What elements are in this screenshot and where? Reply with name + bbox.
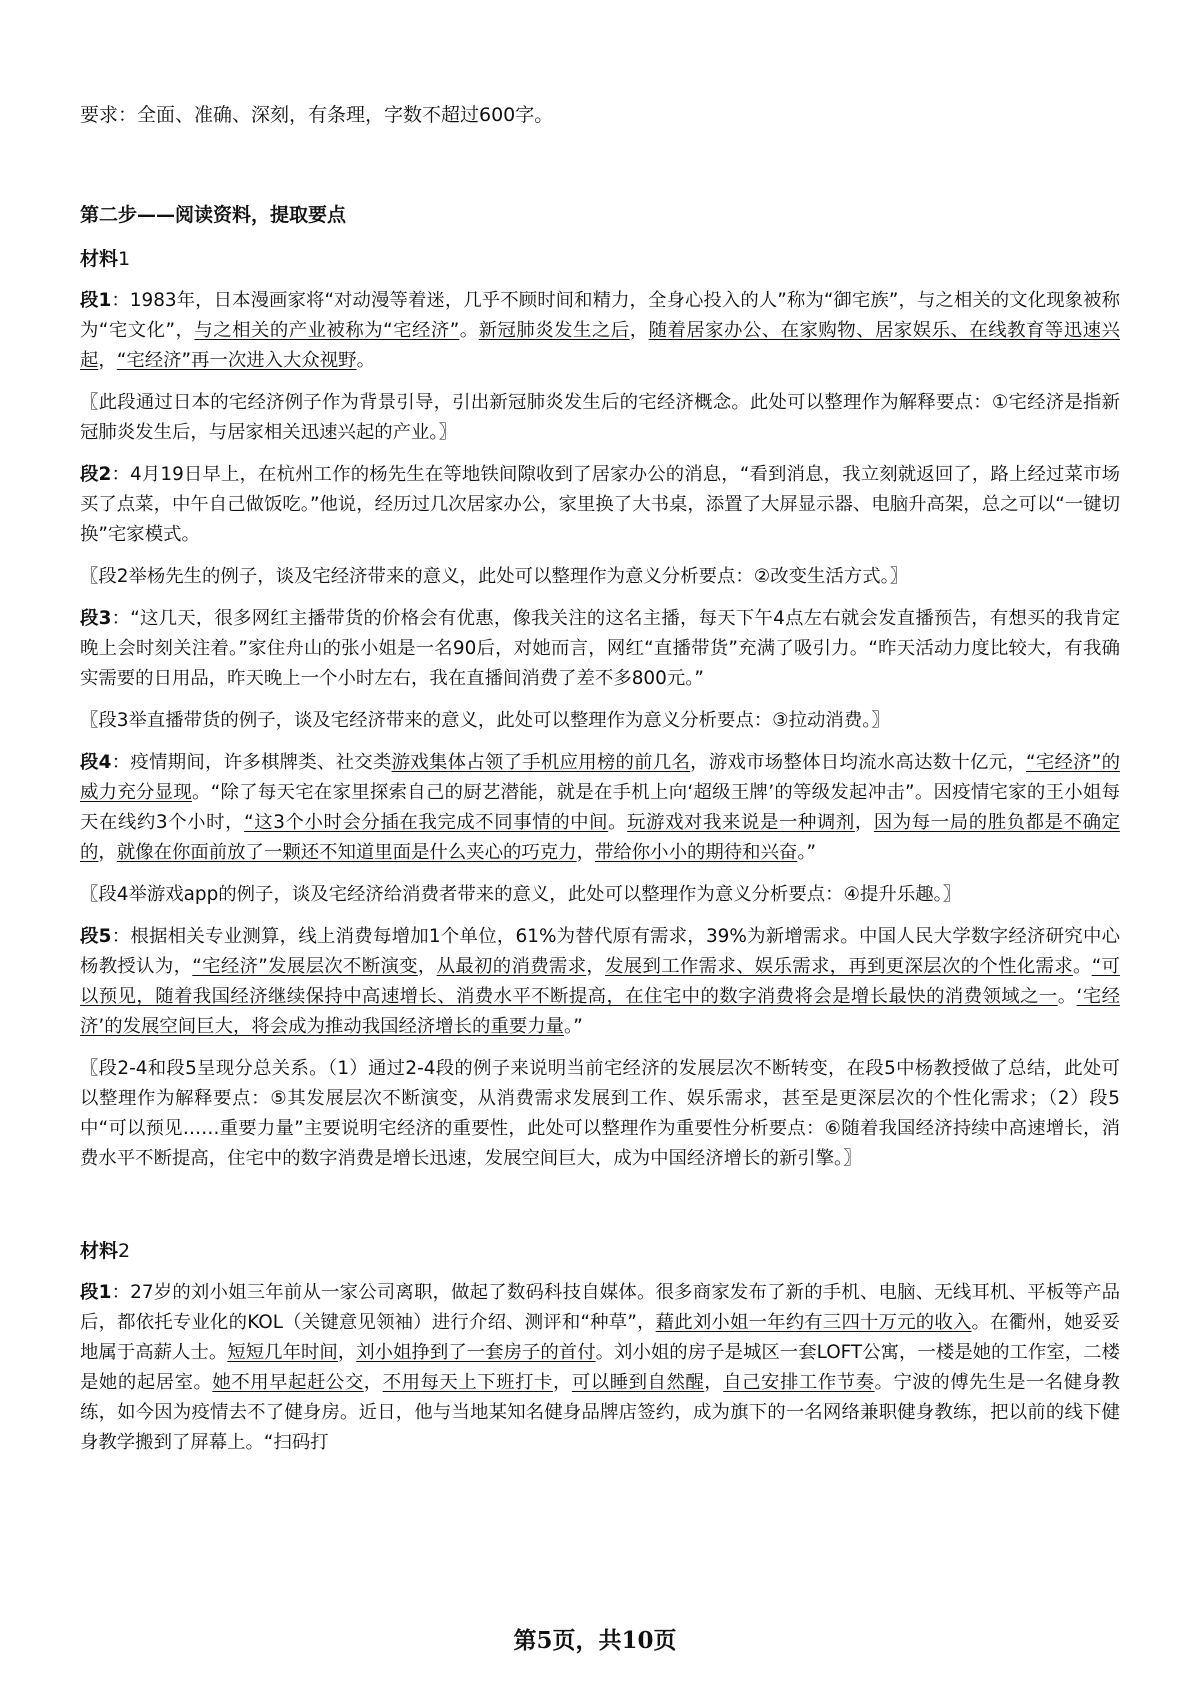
material1-paragraph-1 xyxy=(80,286,1120,376)
underlined-text: 带给你小小的期待和兴奋 xyxy=(595,842,798,863)
section-spacer xyxy=(80,1174,1120,1222)
material1-paragraph-4 xyxy=(80,748,1120,868)
underlined-text: 游戏集体占领了手机应用榜的前几名 xyxy=(391,752,691,773)
para-text: ：“这几天，很多网红主播带货的价格会有优惠，像我关注的这名主播，每天下午4点左右就会发直播预告，有想买的我肯定晚上会时刻关注着。”家住舟山的张小姐是一名90后，对她而言，网红“直播带货”充满了吸引力。“昨天活动力度比较大，有我确实需要的日用品，昨天晚上一个小时左右，我在直播间消费了差不多800元。” xyxy=(80,608,1120,689)
para-text: ， xyxy=(552,1372,572,1393)
material1-note-5: 〖段2-4和段5呈现分总关系。（1）通过2-4段的例子来说明当前宅经济的发展层次不断转变，在段5中杨教授做了总结，此处可以整理作为解释要点：⑤其发展层次不断演变，从消费需求发展到工作、娱乐需求，甚至是更深层次的个性化需求；（2）段5中“可以预见……重要力量”主要说明宅经济的重要性，此处可以整理作为重要性分析要点：⑥随着我国经济持续中高速增长，消费水平不断提高，住宅中的数字消费是增长迅速，发展空间巨大，成为中国经济增长的新引擎。〗 xyxy=(80,1058,1120,1169)
underlined-text: 就像在你面前放了一颗还不知道里面是什么夹心的巧克力 xyxy=(116,842,577,863)
underlined-text: 从最初的消费需求 xyxy=(436,956,587,977)
page-number-footer: 第5页，共10页 xyxy=(513,1627,677,1654)
underlined-text: ‘宅经济’的发展空间巨大，将会成为推动我国经济增长的重要力量 xyxy=(80,986,1120,1037)
material1-label-num: 1 xyxy=(118,248,131,270)
para-text: ， xyxy=(704,1372,724,1393)
para-text: ， xyxy=(629,320,649,341)
material2-label-text: 材料 xyxy=(80,1240,119,1262)
para-text: 。” xyxy=(797,842,817,863)
underlined-text: 不用每天上下班打卡 xyxy=(382,1372,553,1393)
material2-paragraph-1 xyxy=(80,1278,1120,1458)
para-text: ， xyxy=(363,1372,383,1393)
para-text: 。宁波的傅先生是一名健身教练，如今因为疫情去不了健身房。近日，他与当地某知名健身品牌店签约，成为旗下的一名网络兼职健身教练，把以前的线下健身教学搬到了屏幕上。“扫码打 xyxy=(80,1372,1120,1453)
underlined-text: 发展到工作需求、娱乐需求，再到更深层次的个性化需求 xyxy=(605,956,1073,977)
underlined-text: 短短几年时间 xyxy=(227,1342,338,1363)
material1-label xyxy=(80,244,1120,274)
material1-note-3: 〖段3举直播带货的例子，谈及宅经济带来的意义，此处可以整理作为意义分析要点：③拉动消费。〗 xyxy=(80,710,890,731)
para-text: ：27岁的刘小姐三年前从一家公司离职，做起了数码科技自媒体。很多商家发布了新的手机、电脑、无线耳机、平板等产品后，都依托专业化的KOL（关键意见领袖）进行介绍、测评和“种草”， xyxy=(80,1282,1121,1333)
material1-paragraph-3 xyxy=(80,604,1120,694)
material1-label-text: 材料 xyxy=(80,248,119,270)
underlined-text: 玩游戏对我来说是一种调剂 xyxy=(627,812,855,833)
para-text: ， xyxy=(417,956,437,977)
underlined-text: 与之相关的产业被称为“宅经济” xyxy=(194,320,460,341)
underlined-text: “宅经济”的威力充分显现 xyxy=(80,752,1120,803)
para-text: ， xyxy=(98,350,117,371)
material1-note-1: 〖此段通过日本的宅经济例子作为背景引导，引出新冠肺炎发生后的宅经济概念。此处可以整理作为解释要点：①宅经济是指新冠肺炎发生后，与居家相关迅速兴起的产业。〗 xyxy=(80,392,1120,443)
material1-paragraph-5 xyxy=(80,922,1120,1042)
para-text: ， xyxy=(854,812,874,833)
para-text: 。在衢州，她妥妥地属于高薪人士。 xyxy=(80,1312,1120,1363)
para-text: ：疫情期间，许多棋牌类、社交类 xyxy=(111,752,392,773)
underlined-text: “宅经济”再一次进入大众视野 xyxy=(116,350,357,371)
para-tag: 段1 xyxy=(80,1282,112,1303)
underlined-text: “这3个小时会分插在我完成不同事情的中间 xyxy=(244,812,609,833)
underlined-text: 藉此刘小姐一年约有三四十万元的收入 xyxy=(655,1312,972,1333)
para-tag: 段1 xyxy=(80,290,112,311)
material1-note-4: 〖段4举游戏app的例子，谈及宅经济给消费者带来的意义，此处可以整理作为意义分析要点：④提升乐趣。〗 xyxy=(80,884,962,905)
para-text: ：1983年，日本漫画家将“对动漫等着迷，几乎不顾时间和精力，全身心投入的人”称为“御宅族”，与之相关的文化现象被称为“宅文化”， xyxy=(80,290,1120,341)
step2-heading: 第二步——阅读资料，提取要点 xyxy=(80,204,347,226)
para-text: ， xyxy=(586,956,606,977)
material2-label xyxy=(80,1236,1120,1266)
underlined-text: 自己安排工作节奏 xyxy=(723,1372,875,1393)
para-text: ， xyxy=(337,1342,357,1363)
underlined-text: “宅经济”发展层次不断演变 xyxy=(192,956,418,977)
material1-note-2: 〖段2举杨先生的例子，谈及宅经济带来的意义，此处可以整理作为意义分析要点：②改变生活方式。〗 xyxy=(80,566,909,587)
para-text: 。” xyxy=(564,1016,583,1037)
para-tag: 段2 xyxy=(80,464,112,485)
para-text: 。 xyxy=(1072,956,1092,977)
underlined-text: 新冠肺炎发生之后 xyxy=(478,320,630,341)
underlined-text: 她不用早起赶公交 xyxy=(212,1372,364,1393)
para-text: 。刘小姐的房子是城区一套LOFT公寓，一楼是她的工作室，二楼是她的起居室。 xyxy=(80,1342,1120,1393)
underlined-text: 随着居家办公、在家购物、居家娱乐、在线教育等迅速兴起 xyxy=(80,320,1120,371)
para-text: ， xyxy=(576,842,595,863)
para-tag: 段3 xyxy=(80,608,112,629)
underlined-text: 可以睡到自然醒 xyxy=(571,1372,705,1393)
page-content xyxy=(80,100,1120,1458)
underlined-text: 因为每一局的胜负都是不确定的 xyxy=(80,812,1120,863)
para-text: 。 xyxy=(356,350,375,371)
para-text: 。“除了每天宅在家里探索自己的厨艺潜能，就是在手机上向‘超级王牌’的等级发起冲击”。因疫情宅家的王小姐每天在线约3个小时， xyxy=(80,782,1120,833)
underlined-text: 刘小姐挣到了一套房子的首付 xyxy=(356,1342,596,1363)
underlined-text: “可以预见，随着我国经济继续保持中高速增长、消费水平不断提高，在住宅中的数字消费将会是增长最快的消费领域之一 xyxy=(80,956,1120,1007)
para-text: ， xyxy=(98,842,117,863)
para-text: 。 xyxy=(1057,986,1077,1007)
para-text: ，游戏市场整体日均流水高达数十亿元， xyxy=(690,752,1027,773)
material1-paragraph-2 xyxy=(80,460,1120,550)
para-tag: 段5 xyxy=(80,926,112,947)
para-text: ：4月19日早上，在杭州工作的杨先生在等地铁间隙收到了居家办公的消息，“看到消息，我立刻就返回了，路上经过菜市场买了点菜，中午自己做饭吃。”他说，经历过几次居家办公，家里换了大书桌，添置了大屏显示器、电脑升高架，总之可以“一键切换”宅家模式。 xyxy=(80,464,1120,545)
para-text: 。 xyxy=(608,812,628,833)
para-tag: 段4 xyxy=(80,752,112,773)
para-text: ：根据相关专业测算，线上消费每增加1个单位，61%为替代原有需求，39%为新增需求。中国人民大学数字经济研究中心杨教授认为， xyxy=(80,926,1120,977)
material2-label-num: 2 xyxy=(118,1240,131,1262)
para-text: 。 xyxy=(459,320,479,341)
requirement-text: 要求：全面、准确、深刻，有条理，字数不超过600字。 xyxy=(80,104,554,126)
